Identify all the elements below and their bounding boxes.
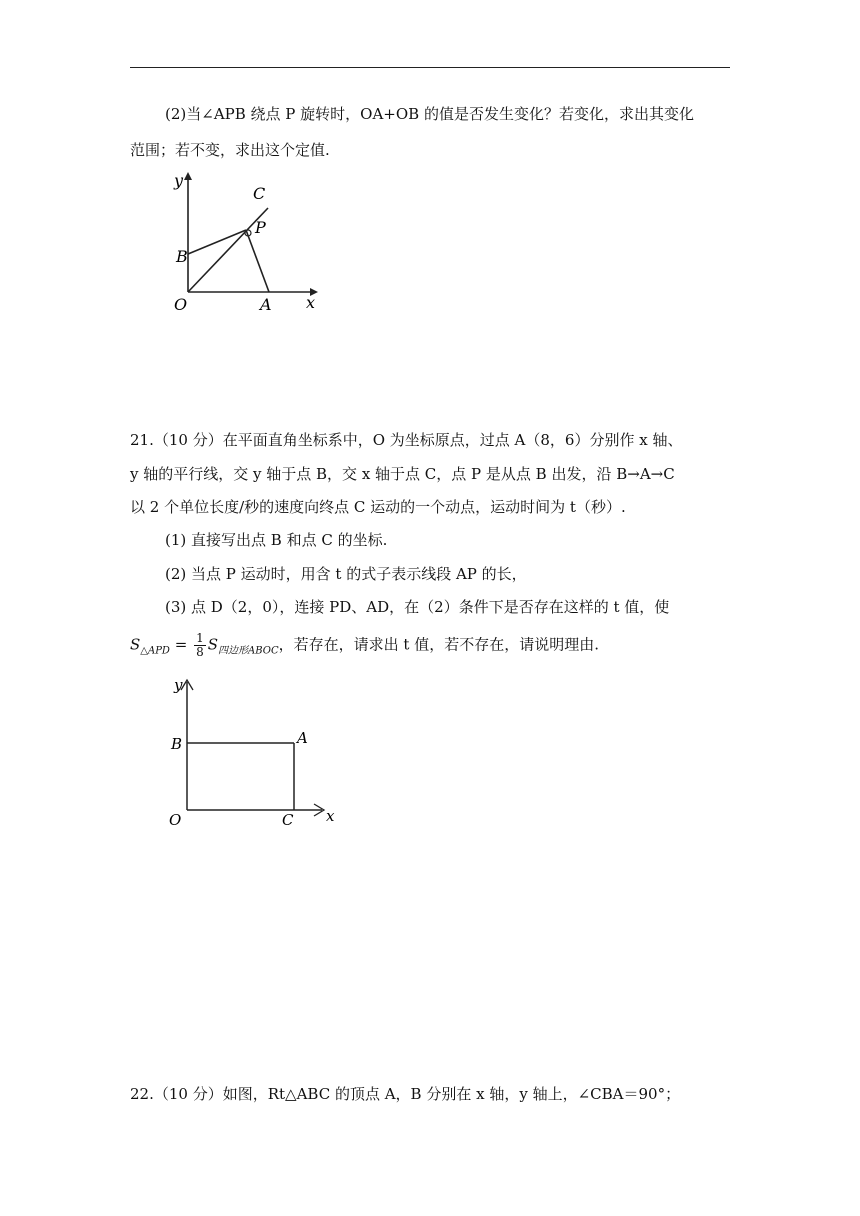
label-o: O	[169, 811, 182, 829]
label-a: A	[297, 729, 308, 747]
segment-bp	[188, 230, 246, 254]
segment-pa	[246, 230, 269, 292]
label-b: B	[176, 247, 188, 266]
label-p: P	[255, 218, 266, 237]
formula-fraction	[194, 632, 206, 659]
part2-line2: 范围；若不变，求出这个定值.	[130, 141, 330, 159]
formula-sub-left: △APD	[140, 645, 170, 657]
label-o: O	[174, 295, 188, 314]
q22-line1: 22.（10 分）如图，Rt△ABC 的顶点 A，B 分别在 x 轴，y 轴上，∠CBA＝90°；	[130, 1085, 681, 1103]
part2-line1: (2)当∠APB 绕点 P 旋转时，OA+OB 的值是否发生变化？若变化，求出其变化	[165, 105, 694, 123]
q21-line3: 以 2 个单位长度/秒的速度向终点 C 运动的一个动点，运动时间为 t（秒）.	[130, 498, 626, 516]
q21-item1: (1) 直接写出点 B 和点 C 的坐标.	[165, 531, 388, 549]
formula-s-left: S	[130, 635, 141, 654]
q21-item3: (3) 点 D（2，0），连接 PD、AD，在（2）条件下是否存在这样的 t 值，使	[165, 598, 670, 616]
q21-line1: 21.（10 分）在平面直角坐标系中，O 为坐标原点，过点 A（8，6）分别作 x 轴、	[130, 431, 683, 449]
label-y: y	[174, 171, 184, 190]
label-a: A	[260, 295, 272, 314]
formula-s-right: S	[207, 635, 219, 654]
q21-formula-line	[130, 632, 599, 662]
label-c: C	[253, 184, 266, 203]
label-x: x	[326, 807, 335, 825]
formula-numerator: 1	[196, 631, 204, 645]
figure-1-diagram	[160, 170, 360, 315]
label-b: B	[171, 735, 183, 753]
header-rule	[130, 67, 730, 68]
formula-denominator: 8	[196, 645, 204, 659]
y-axis-arrow	[184, 172, 192, 180]
formula-sub-right: 四边形ABOC	[218, 645, 279, 657]
q21-line2: y 轴的平行线，交 y 轴于点 B，交 x 轴于点 C，点 P 是从点 B 出发，沿 B→A→C	[130, 465, 675, 483]
label-y: y	[174, 676, 183, 694]
figure-2-diagram	[160, 672, 360, 832]
label-c: C	[282, 811, 294, 829]
q21-item3-tail: ，若存在，请求出 t 值，若不存在，请说明理由.	[278, 635, 599, 654]
label-x: x	[306, 293, 316, 312]
q21-item2: (2) 当点 P 运动时，用含 t 的式子表示线段 AP 的长，	[165, 565, 527, 583]
formula-eq: =	[174, 635, 188, 654]
